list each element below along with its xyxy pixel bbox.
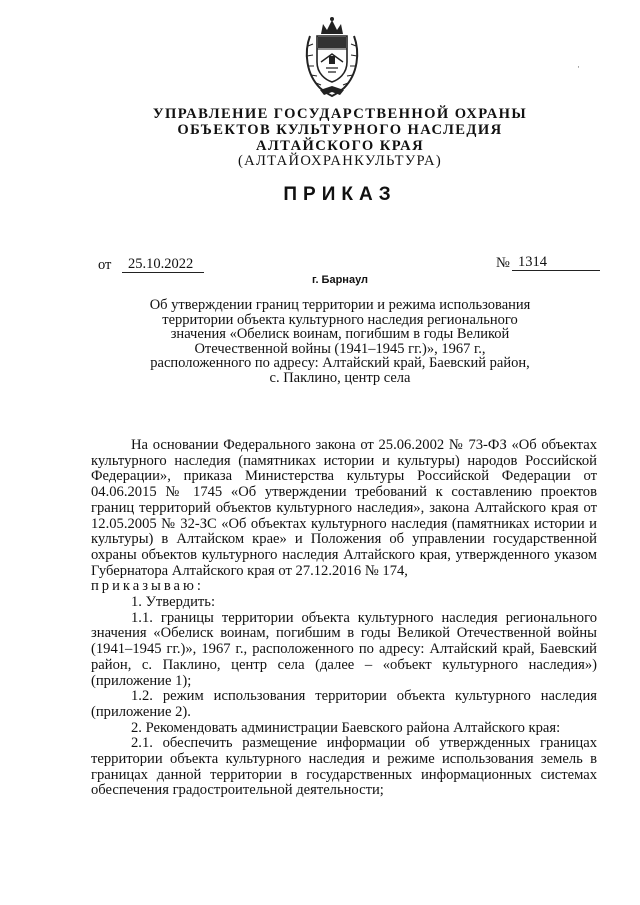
document-number: 1314: [512, 255, 600, 271]
subject-line: с. Паклино, центр села: [269, 369, 411, 386]
item-1-2: 1.2. режим использования территории объекта культурного наследия (приложение 2).: [91, 688, 597, 720]
document-body: [91, 438, 597, 799]
subject-line: территории объекта культурного наследия регионального: [162, 311, 518, 328]
document-title: ПРИКАЗ: [283, 184, 397, 205]
item-2: 2. Рекомендовать администрации Баевского района Алтайского края:: [131, 719, 561, 736]
item-1-1: 1.1. границы территории объекта культурного наследия регионального значения «Обелиск воинам, погибшим в годы Великой Отечественной войны (1941–1945 гг.)», 1967 г., расположенного по адресу: Алтайский край, Баевский район, с. Паклино, центр села (далее – «объект культурного наследия») (приложение 1);: [91, 609, 597, 689]
item-1: 1. Утвердить:: [131, 594, 216, 611]
subject-line: расположенного по адресу: Алтайский край, Баевский район,: [150, 355, 530, 371]
order-word: приказываю:: [91, 578, 204, 595]
city-label: г. Барнаул: [311, 274, 369, 286]
subject-line: Отечественной войны (1941–1945 гг.)», 1967 г.,: [194, 340, 486, 357]
document-date: 25.10.2022: [122, 257, 204, 273]
coat-of-arms-emblem: [300, 16, 364, 98]
org-name-line-2: ОБЪЕКТОВ КУЛЬТУРНОГО НАСЛЕДИЯ: [177, 122, 503, 138]
subject-line: Об утверждении границ территории и режима использования: [149, 297, 531, 313]
document-subject: [100, 298, 580, 385]
preamble-paragraph: На основании Федерального закона от 25.06.2002 № 73-ФЗ «Об объектах культурного наследия (памятниках истории и культуры) народов Российской Федерации», приказа Министерства культуры Российской Федерации от 04.06.2015 № 1745 «Об утверждении требований к составлению проектов границ территорий объектов культурного наследия», закона Алтайского края от 12.05.2005 № 32-ЗС «Об объектах культурного наследия (памятниках истории и культуры) в Алтайском крае» и Положения об управлении государственной охраны объектов культурного наследия Алтайского края, утвержденного указом Губернатора Алтайского края от 27.12.2016 № 174,: [91, 437, 597, 579]
date-prefix: от: [98, 257, 112, 273]
corner-mark: ·: [577, 62, 580, 72]
number-prefix: №: [496, 255, 510, 271]
subject-line: значения «Обелиск воинам, погибшим в годы Великой: [170, 326, 510, 342]
org-name-line-1: УПРАВЛЕНИЕ ГОСУДАРСТВЕННОЙ ОХРАНЫ: [152, 106, 528, 122]
item-2-1: 2.1. обеспечить размещение информации об утвержденных границах территории объекта культурного наследия и режиме использования земель в границах данной территории в государственных информационных системах обеспечения градостроительной деятельности;: [91, 735, 597, 799]
org-short-name: (АЛТАЙОХРАНКУЛЬТУРА): [237, 153, 443, 169]
org-name-line-3: АЛТАЙСКОГО КРАЯ: [255, 138, 425, 154]
